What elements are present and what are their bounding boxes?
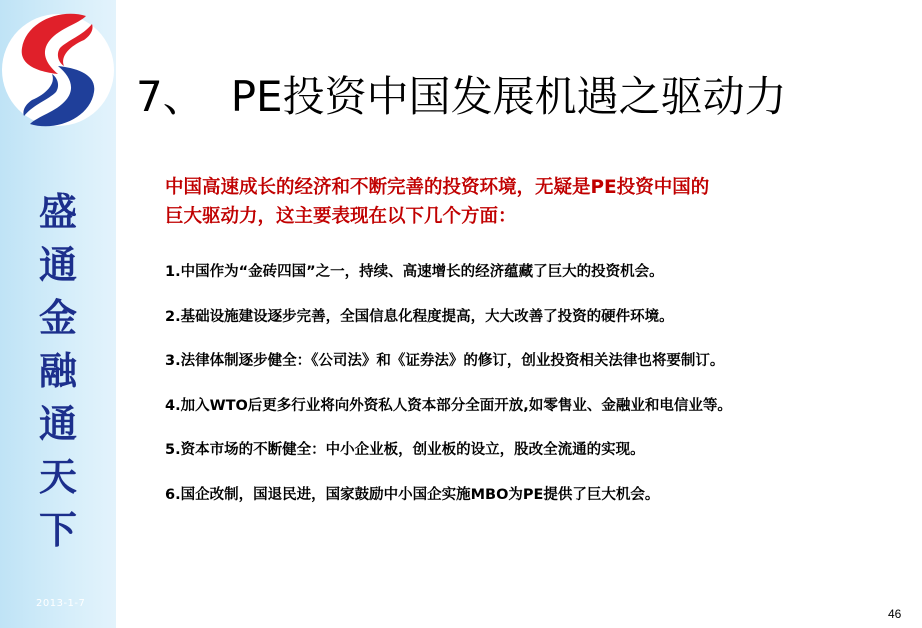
list-item: 6.国企改制，国退民进，国家鼓励中小国企实施MBO为PE提供了巨大机会。 — [165, 486, 660, 503]
slogan-char: 盛 — [38, 189, 77, 234]
points-list — [165, 262, 915, 529]
list-item: 2.基础设施建设逐步完善，全国信息化程度提高，大大改善了投资的硬件环境。 — [165, 308, 674, 325]
title-text: PE投资中国发展机遇之驱动力 — [230, 72, 787, 121]
intro-line: 中国高速成长的经济和不断完善的投资环境，无疑是PE投资中国的 — [165, 177, 710, 198]
slogan-char: 通 — [38, 242, 77, 287]
slide-date: 2013-1-7 — [36, 598, 86, 609]
list-item: 1.中国作为“金砖四国”之一，持续、高速增长的经济蕴藏了巨大的投资机会。 — [165, 264, 664, 280]
intro-paragraph — [165, 173, 885, 231]
slide-title — [136, 64, 787, 124]
title-number: 7、 — [136, 72, 205, 121]
list-item: 4.加入WTO后更多行业将向外资私人资本部分全面开放,如零售业、金融业和电信业等。 — [165, 397, 732, 414]
page-number: 46 — [888, 607, 902, 621]
slogan-char: 天 — [38, 454, 77, 499]
sidebar — [0, 0, 116, 628]
slogan-char: 融 — [38, 348, 77, 393]
company-logo-icon — [0, 0, 116, 150]
slogan-char: 通 — [38, 401, 77, 446]
sidebar-slogan — [30, 185, 86, 556]
list-item: 5.资本市场的不断健全：中小企业板，创业板的设立，股改全流通的实现。 — [165, 442, 645, 458]
list-item: 3.法律体制逐步健全：《公司法》和《证券法》的修订，创业投资相关法律也将要制订。 — [165, 353, 725, 369]
slogan-char: 金 — [38, 295, 77, 340]
intro-line: 巨大驱动力，这主要表现在以下几个方面： — [165, 206, 517, 227]
slogan-char: 下 — [38, 507, 77, 552]
